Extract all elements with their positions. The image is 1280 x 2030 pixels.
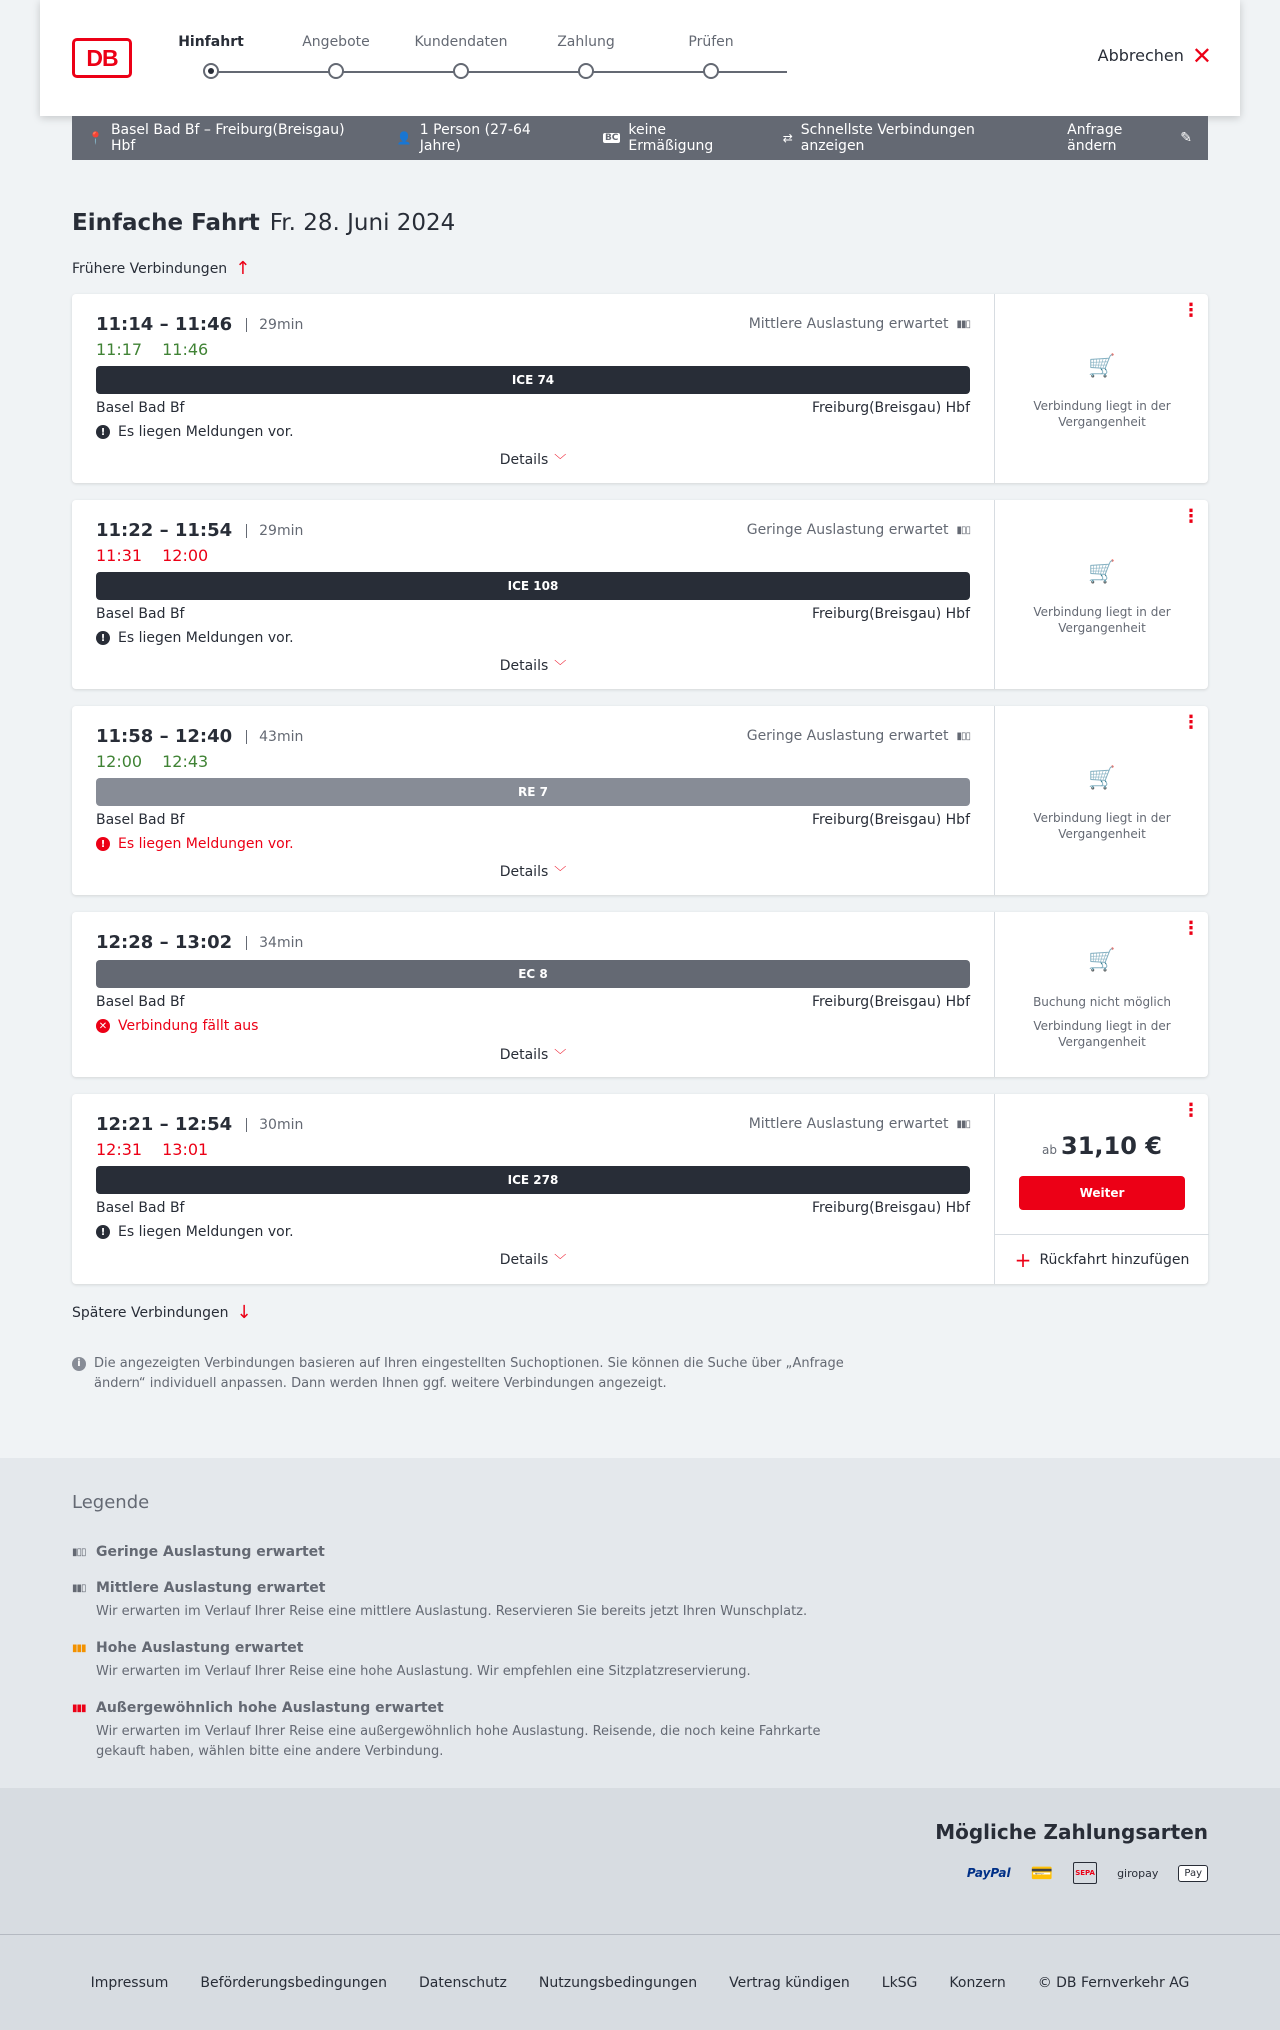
change-query-label: Anfrage ändern bbox=[1067, 122, 1123, 154]
credit-card-icon: 💳 bbox=[1030, 1862, 1054, 1884]
origin-station: Basel Bad Bf bbox=[96, 1200, 185, 1216]
booking-status: Verbindung liegt in der Vergangenheit bbox=[1033, 811, 1171, 841]
train-bar[interactable]: EC 8 bbox=[96, 960, 970, 988]
step-dot bbox=[203, 63, 219, 79]
sepa-icon: SEPA bbox=[1073, 1862, 1097, 1884]
connection-card bbox=[72, 294, 1208, 483]
payment-title: Mögliche Zahlungsarten bbox=[935, 1820, 1208, 1844]
stations bbox=[96, 1200, 970, 1216]
exclamation-icon: ! bbox=[96, 631, 110, 645]
legend-title: Legende bbox=[72, 1492, 150, 1513]
occupancy-text: Mittlere Auslastung erwartet bbox=[748, 316, 949, 332]
message-notice bbox=[96, 424, 294, 440]
booking-panel bbox=[994, 912, 1208, 1077]
details-label: Details bbox=[499, 1252, 549, 1268]
chevron-down-icon: ﹀ bbox=[554, 453, 567, 467]
payment-methods-section bbox=[0, 1788, 1280, 1934]
continue-button[interactable]: Weiter bbox=[1019, 1176, 1185, 1210]
connection-card bbox=[72, 1094, 1208, 1284]
chevron-down-icon: ﹀ bbox=[554, 865, 567, 879]
more-options-icon[interactable]: ⋮ bbox=[1182, 300, 1200, 321]
realtime-times bbox=[96, 340, 228, 359]
realtime-departure: 12:31 bbox=[96, 1140, 143, 1159]
details-toggle[interactable] bbox=[72, 451, 994, 468]
train-bar[interactable]: ICE 278 bbox=[96, 1166, 970, 1194]
earlier-connections-link[interactable] bbox=[72, 258, 250, 279]
occupancy-high-icon: ▮▮▮ bbox=[72, 1642, 86, 1654]
option-text: Schnellste Verbindungen anzeigen bbox=[800, 122, 975, 154]
cart-unavailable-icon: 🛒 bbox=[1088, 766, 1116, 791]
legend-item-desc: Wir erwarten im Verlauf Ihrer Reise eine hohe Auslastung. Wir empfehlen eine Sitzplatzreservierung. bbox=[96, 1664, 751, 1679]
connection-times bbox=[96, 520, 303, 541]
occupancy-medium-icon: ▮▮▯ bbox=[956, 318, 970, 330]
more-options-icon[interactable]: ⋮ bbox=[1182, 506, 1200, 527]
booking-status: Verbindung liegt in der Vergangenheit bbox=[1033, 399, 1171, 429]
duration: 29min bbox=[246, 524, 303, 538]
connection-times bbox=[96, 1114, 303, 1135]
connection-main[interactable] bbox=[72, 706, 994, 895]
legend-item-low bbox=[72, 1544, 872, 1560]
message-notice bbox=[96, 1224, 294, 1240]
step-label: Angebote bbox=[302, 34, 370, 50]
chevron-down-icon: ﹀ bbox=[554, 1253, 567, 1267]
realtime-times bbox=[96, 752, 228, 771]
later-connections-link[interactable] bbox=[72, 1302, 252, 1323]
passengers-text: 1 Person (27-64 Jahre) bbox=[419, 122, 531, 154]
details-toggle[interactable] bbox=[72, 657, 994, 674]
duration: 43min bbox=[246, 730, 303, 744]
details-label: Details bbox=[499, 452, 549, 468]
legend-item-desc: Wir erwarten im Verlauf Ihrer Reise eine mittlere Auslastung. Reservieren Sie bereits jetzt Ihren Wunschplatz. bbox=[96, 1604, 808, 1619]
footer-link-befoerderungsbedingungen[interactable]: Beförderungsbedingungen bbox=[200, 1974, 387, 1991]
connection-main[interactable] bbox=[72, 294, 994, 483]
payment-icons bbox=[967, 1862, 1208, 1884]
step-dot bbox=[703, 63, 719, 79]
more-options-icon[interactable]: ⋮ bbox=[1182, 712, 1200, 733]
step-zahlung bbox=[526, 34, 646, 54]
booking-panel bbox=[994, 500, 1208, 689]
duration: 29min bbox=[246, 318, 303, 332]
occupancy-low-icon: ▮▯▯ bbox=[956, 524, 970, 536]
later-label: Spätere Verbindungen bbox=[72, 1304, 229, 1321]
message-text: Es liegen Meldungen vor. bbox=[118, 630, 294, 646]
occupancy-info bbox=[747, 728, 970, 744]
query-option bbox=[783, 122, 1035, 154]
realtime-arrival: 12:43 bbox=[162, 752, 209, 771]
footer bbox=[0, 1934, 1280, 2030]
chevron-down-icon: ﹀ bbox=[554, 659, 567, 673]
occupancy-low-icon: ▮▯▯ bbox=[956, 730, 970, 742]
realtime-departure: 12:00 bbox=[96, 752, 143, 771]
destination-station: Freiburg(Breisgau) Hbf bbox=[811, 812, 970, 828]
step-pruefen bbox=[651, 34, 771, 54]
db-logo[interactable]: DB bbox=[72, 38, 132, 78]
details-toggle[interactable] bbox=[72, 863, 994, 880]
query-summary-bar bbox=[72, 116, 1208, 160]
legend-section bbox=[0, 1458, 1280, 1788]
connection-times bbox=[96, 932, 303, 953]
occupancy-very-high-icon: ▮▮▮ bbox=[72, 1702, 86, 1714]
return-label: Rückfahrt hinzufügen bbox=[1039, 1251, 1190, 1268]
train-bar[interactable]: ICE 74 bbox=[96, 366, 970, 394]
message-text: Es liegen Meldungen vor. bbox=[118, 836, 294, 852]
details-toggle[interactable] bbox=[72, 1251, 994, 1268]
legend-item-very-high bbox=[72, 1700, 872, 1762]
step-kundendaten bbox=[401, 34, 521, 54]
step-label: Hinfahrt bbox=[178, 34, 244, 50]
legend-item-medium bbox=[72, 1580, 872, 1622]
message-text: Verbindung fällt aus bbox=[118, 1018, 259, 1034]
exclamation-icon: ! bbox=[96, 425, 110, 439]
step-label: Kundendaten bbox=[414, 34, 508, 50]
message-notice bbox=[96, 836, 294, 852]
plus-icon: + bbox=[1014, 1247, 1032, 1272]
step-dot bbox=[578, 63, 594, 79]
message-text: Es liegen Meldungen vor. bbox=[118, 424, 294, 440]
info-icon: i bbox=[72, 1357, 86, 1371]
header bbox=[40, 0, 1240, 116]
destination-station: Freiburg(Breisgau) Hbf bbox=[811, 1200, 970, 1216]
stations bbox=[96, 606, 970, 622]
origin-station: Basel Bad Bf bbox=[96, 400, 185, 416]
trip-type: Einfache Fahrt bbox=[72, 210, 260, 236]
origin-station: Basel Bad Bf bbox=[96, 812, 185, 828]
cart-unavailable-icon: 🛒 bbox=[1088, 948, 1116, 973]
price-prefix: ab bbox=[1042, 1143, 1057, 1157]
occupancy-info bbox=[749, 1116, 970, 1132]
origin-station: Basel Bad Bf bbox=[96, 994, 185, 1010]
price-value: 31,10 € bbox=[1061, 1132, 1162, 1160]
step-angebote bbox=[276, 34, 396, 54]
step-label: Prüfen bbox=[688, 34, 734, 50]
connection-card bbox=[72, 912, 1208, 1077]
query-passengers bbox=[397, 122, 571, 154]
realtime-departure: 11:31 bbox=[96, 546, 143, 565]
change-query-button[interactable] bbox=[1067, 122, 1192, 154]
price bbox=[995, 1132, 1209, 1160]
legend-item-title: Außergewöhnlich hohe Auslastung erwartet bbox=[96, 1700, 444, 1716]
query-route bbox=[88, 122, 365, 154]
occupancy-low-icon: ▮▯▯ bbox=[72, 1546, 86, 1558]
query-discount bbox=[603, 122, 751, 154]
apple-pay-label: Pay bbox=[1184, 1867, 1202, 1879]
cancelled-icon: ✕ bbox=[96, 1019, 110, 1033]
booking-panel bbox=[994, 294, 1208, 483]
realtime-departure: 11:17 bbox=[96, 340, 143, 359]
duration: 30min bbox=[246, 1118, 303, 1132]
details-toggle[interactable] bbox=[72, 1046, 994, 1063]
realtime-arrival: 11:46 bbox=[162, 340, 209, 359]
page-title bbox=[72, 210, 455, 236]
swap-arrows-icon: ⇄ bbox=[782, 131, 793, 145]
more-options-icon[interactable]: ⋮ bbox=[1182, 1100, 1200, 1121]
legend-item-high bbox=[72, 1640, 872, 1682]
giropay-icon: giropay bbox=[1117, 1866, 1159, 1880]
booking-panel bbox=[994, 1094, 1208, 1284]
cart-unavailable-icon: 🛒 bbox=[1088, 560, 1116, 585]
connection-main[interactable] bbox=[72, 1094, 994, 1284]
occupancy-medium-icon: ▮▮▯ bbox=[72, 1582, 86, 1594]
progress-stepper bbox=[178, 34, 815, 84]
destination-station: Freiburg(Breisgau) Hbf bbox=[811, 400, 970, 416]
duration: 34min bbox=[246, 936, 303, 950]
step-dot bbox=[328, 63, 344, 79]
booking-panel bbox=[994, 706, 1208, 895]
footer-link-konzern[interactable]: Konzern bbox=[949, 1974, 1006, 1991]
footer-link-nutzungsbedingungen[interactable]: Nutzungsbedingungen bbox=[538, 1974, 698, 1991]
cart-unavailable-icon: 🛒 bbox=[1088, 354, 1116, 379]
legend-item-title: Geringe Auslastung erwartet bbox=[96, 1544, 325, 1560]
planned-times: 12:28 – 13:02 bbox=[96, 932, 233, 953]
realtime-times bbox=[96, 546, 228, 565]
legend-item-title: Mittlere Auslastung erwartet bbox=[96, 1580, 326, 1596]
connection-times bbox=[96, 726, 303, 747]
route-text: Basel Bad Bf – Freiburg(Breisgau) Hbf bbox=[110, 122, 345, 154]
occupancy-medium-icon: ▮▮▯ bbox=[956, 1118, 970, 1130]
exclamation-icon: ! bbox=[96, 837, 110, 851]
cancellation-notice bbox=[96, 1018, 258, 1034]
step-dot bbox=[453, 63, 469, 79]
occupancy-info bbox=[747, 522, 970, 538]
person-icon: 👤 bbox=[396, 131, 412, 145]
booking-not-possible: Buchung nicht möglich bbox=[1033, 995, 1171, 1009]
realtime-arrival: 12:00 bbox=[162, 546, 209, 565]
footer-link-impressum[interactable]: Impressum bbox=[90, 1974, 169, 1991]
exclamation-icon: ! bbox=[96, 1225, 110, 1239]
copyright: © DB Fernverkehr AG bbox=[1037, 1974, 1190, 1991]
footer-link-vertrag-kuendigen[interactable]: Vertrag kündigen bbox=[729, 1974, 850, 1991]
message-notice bbox=[96, 630, 294, 646]
occupancy-text: Geringe Auslastung erwartet bbox=[746, 728, 949, 744]
earlier-label: Frühere Verbindungen bbox=[72, 260, 228, 277]
occupancy-info bbox=[749, 316, 970, 332]
booking-status: Verbindung liegt in der Vergangenheit bbox=[1033, 605, 1171, 635]
legend-item-title: Hohe Auslastung erwartet bbox=[96, 1640, 304, 1656]
stations bbox=[96, 400, 970, 416]
connection-main[interactable] bbox=[72, 500, 994, 689]
location-pin-icon: 📍 bbox=[88, 131, 103, 145]
trip-date: Fr. 28. Juni 2024 bbox=[269, 210, 456, 236]
arrow-up-icon: ↑ bbox=[235, 258, 251, 279]
details-label: Details bbox=[499, 864, 549, 880]
stations bbox=[96, 812, 970, 828]
chevron-down-icon: ﹀ bbox=[554, 1048, 567, 1062]
bahncard-icon: BC bbox=[604, 133, 619, 143]
booking-status: Verbindung liegt in der Vergangenheit bbox=[1033, 1019, 1171, 1049]
step-label: Zahlung bbox=[557, 34, 615, 50]
connection-main[interactable] bbox=[72, 912, 994, 1077]
train-bar[interactable]: RE 7 bbox=[96, 778, 970, 806]
discount-text: keine Ermäßigung bbox=[628, 122, 714, 154]
occupancy-text: Geringe Auslastung erwartet bbox=[746, 522, 949, 538]
apple-pay-icon bbox=[1178, 1865, 1208, 1882]
arrow-down-icon: ↓ bbox=[236, 1302, 252, 1323]
realtime-arrival: 13:01 bbox=[162, 1140, 209, 1159]
close-icon: ✕ bbox=[1191, 41, 1212, 70]
stepper-line bbox=[211, 71, 787, 73]
train-bar[interactable]: ICE 108 bbox=[96, 572, 970, 600]
footer-link-lksg[interactable]: LkSG bbox=[881, 1974, 918, 1991]
destination-station: Freiburg(Breisgau) Hbf bbox=[811, 994, 970, 1010]
connection-card bbox=[72, 706, 1208, 895]
details-label: Details bbox=[499, 1047, 549, 1063]
legend-item-desc: Wir erwarten im Verlauf Ihrer Reise eine außergewöhnlich hohe Auslastung. Reisende, die noch keine Fahrkarte gekauft haben, wählen bitte eine andere Verbindung. bbox=[96, 1724, 821, 1759]
occupancy-text: Mittlere Auslastung erwartet bbox=[748, 1116, 949, 1132]
planned-times: 12:21 – 12:54 bbox=[96, 1114, 233, 1135]
stations bbox=[96, 994, 970, 1010]
pencil-icon: ✎ bbox=[1180, 130, 1192, 146]
add-return-trip-button[interactable] bbox=[995, 1234, 1209, 1284]
paypal-icon: PayPal bbox=[966, 1866, 1011, 1880]
info-text: Die angezeigten Verbindungen basieren auf Ihren eingestellten Suchoptionen. Sie können die Suche über „Anfrage ändern“ individuell anpassen. Dann werden Ihnen ggf. weitere Verbindungen angezeigt. bbox=[94, 1356, 844, 1391]
destination-station: Freiburg(Breisgau) Hbf bbox=[811, 606, 970, 622]
footer-link-datenschutz[interactable]: Datenschutz bbox=[418, 1974, 507, 1991]
details-label: Details bbox=[499, 658, 549, 674]
more-options-icon[interactable]: ⋮ bbox=[1182, 918, 1200, 939]
step-hinfahrt bbox=[151, 34, 271, 54]
planned-times: 11:58 – 12:40 bbox=[96, 726, 233, 747]
cancel-label: Abbrechen bbox=[1097, 46, 1184, 65]
planned-times: 11:14 – 11:46 bbox=[96, 314, 233, 335]
origin-station: Basel Bad Bf bbox=[96, 606, 185, 622]
cancel-button[interactable] bbox=[1097, 41, 1212, 70]
connection-times bbox=[96, 314, 303, 335]
planned-times: 11:22 – 11:54 bbox=[96, 520, 233, 541]
connection-card bbox=[72, 500, 1208, 689]
message-text: Es liegen Meldungen vor. bbox=[118, 1224, 294, 1240]
search-info-note bbox=[72, 1354, 872, 1394]
realtime-times bbox=[96, 1140, 228, 1159]
